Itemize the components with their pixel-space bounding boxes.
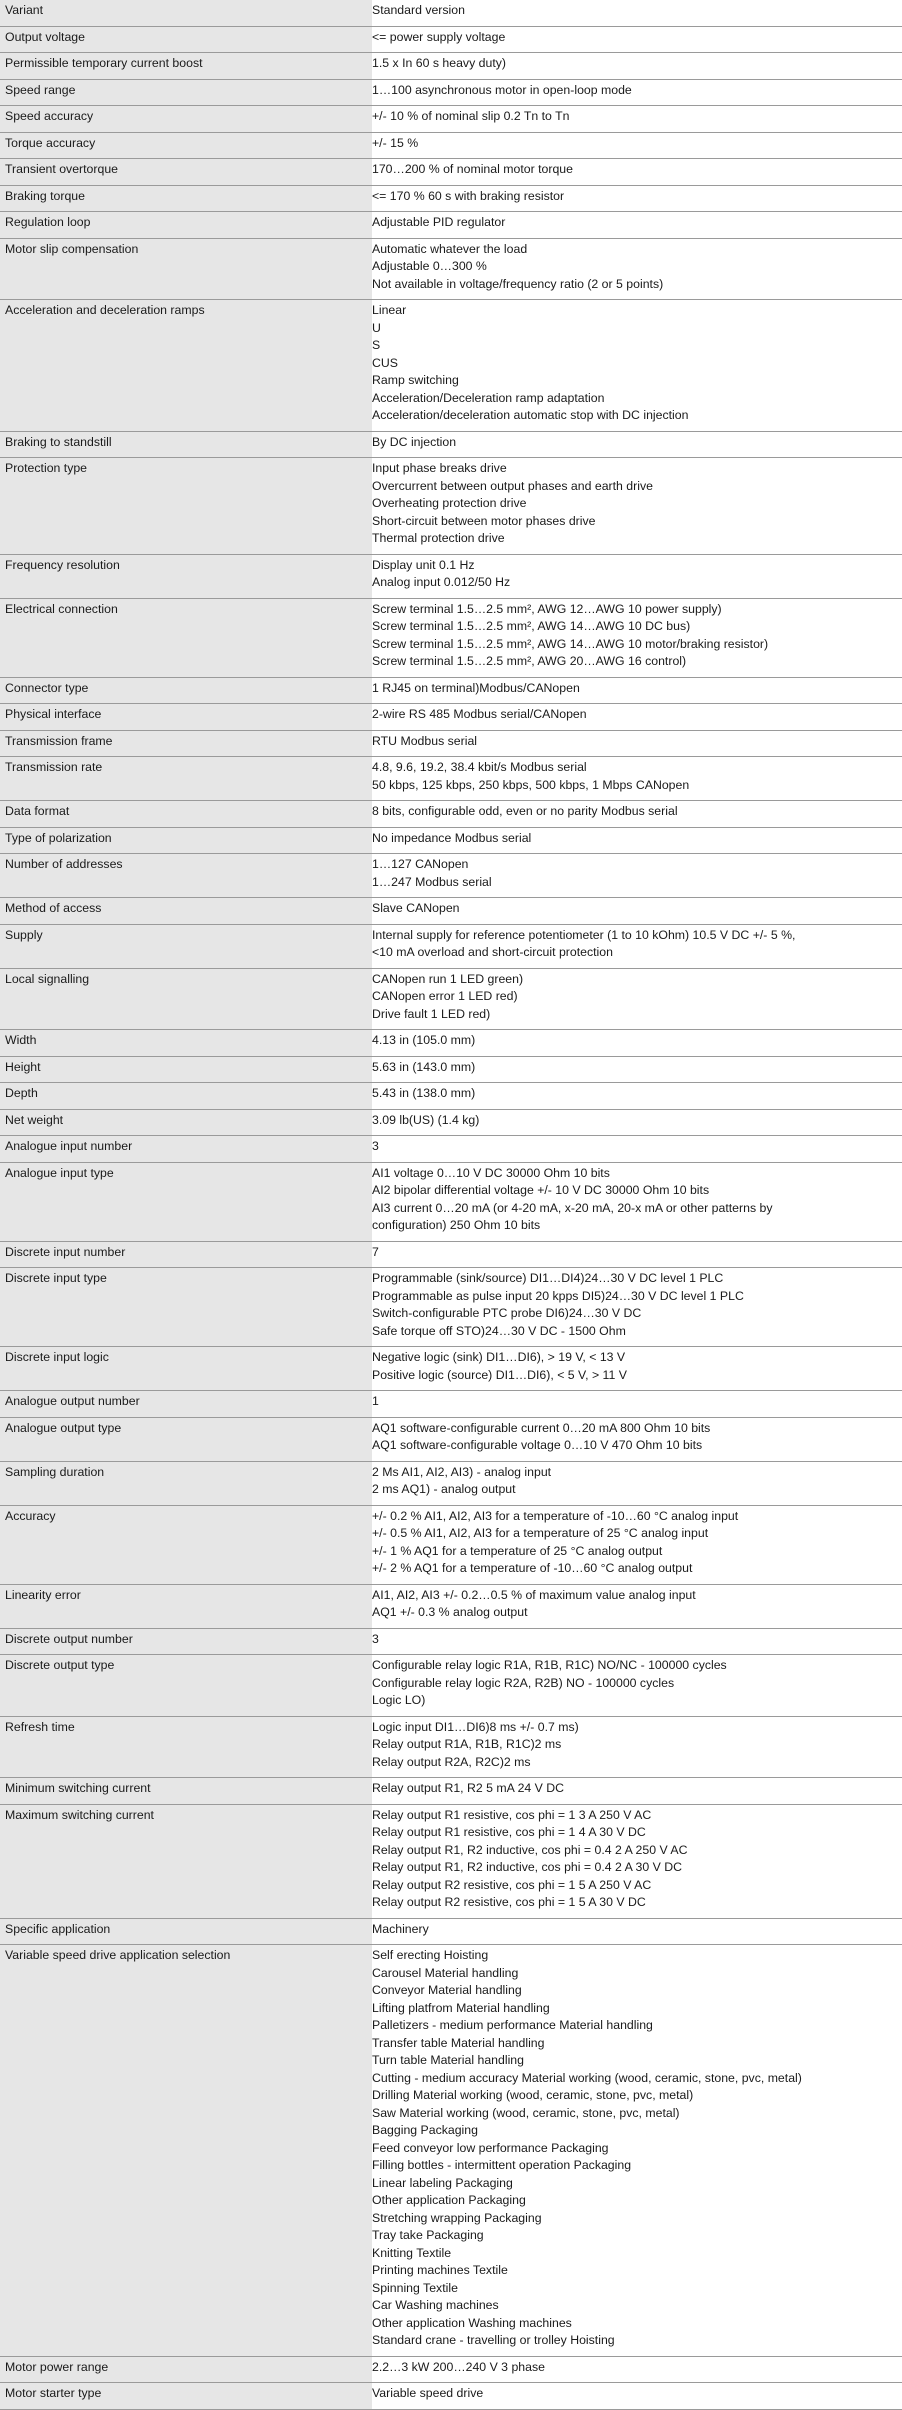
spec-value-line: 1	[372, 1394, 379, 1408]
spec-value-line: Relay output R2A, R2C)2 ms	[372, 1754, 531, 1769]
spec-value-line: AI2 bipolar differential voltage +/- 10 V DC 30000 Ohm 10 bits	[372, 1183, 710, 1197]
spec-row	[0, 801, 902, 828]
spec-label: Output voltage	[0, 26, 372, 53]
spec-value-line: Transfer table Material handling	[372, 2035, 545, 2050]
spec-value	[372, 300, 902, 432]
spec-value	[372, 1716, 902, 1778]
spec-value-line: Tray take Packaging	[372, 2228, 484, 2242]
spec-row	[0, 1241, 902, 1268]
spec-value-line: CANopen run 1 LED green)	[372, 971, 524, 986]
spec-row	[0, 185, 902, 212]
spec-value-line: Short-circuit between motor phases drive	[372, 513, 596, 528]
spec-value-line: Relay output R1 resistive, cos phi = 1 3 A 250 V AC	[372, 1807, 652, 1822]
spec-value-line: Relay output R2 resistive, cos phi = 1 5 A 30 V DC	[372, 1895, 646, 1909]
spec-label: Braking to standstill	[0, 431, 372, 458]
spec-label: Maximum switching current	[0, 1804, 372, 1918]
spec-value	[372, 854, 902, 898]
spec-value-line: Relay output R1 resistive, cos phi = 1 4 A 30 V DC	[372, 1825, 646, 1839]
spec-label: Discrete input type	[0, 1268, 372, 1347]
spec-label: Number of addresses	[0, 854, 372, 898]
spec-row	[0, 1628, 902, 1655]
spec-row	[0, 1778, 902, 1805]
spec-value-line: Knitting Textile	[372, 2245, 452, 2260]
spec-value-line: 1 RJ45 on terminal)Modbus/CANopen	[372, 680, 580, 695]
spec-row	[0, 1918, 902, 1945]
spec-label: Variant	[0, 0, 372, 26]
spec-value-line: 170…200 % of nominal motor torque	[372, 162, 573, 176]
spec-value-line: 2 Ms AI1, AI2, AI3) - analog input	[372, 1464, 552, 1479]
spec-value-line: 3	[372, 1139, 379, 1153]
spec-value-line: AI1, AI2, AI3 +/- 0.2…0.5 % of maximum value analog input	[372, 1587, 696, 1602]
spec-label: Minimum switching current	[0, 1778, 372, 1805]
spec-value-line: Other application Washing machines	[372, 2315, 572, 2330]
spec-label: Analogue input type	[0, 1162, 372, 1241]
spec-value-line: Slave CANopen	[372, 901, 460, 915]
spec-value	[372, 2356, 902, 2383]
spec-value-line: Turn table Material handling	[372, 2053, 524, 2067]
spec-value	[372, 554, 902, 598]
spec-value-line: Saw Material working (wood, ceramic, stone, pvc, metal)	[372, 2105, 680, 2120]
spec-value	[372, 1162, 902, 1241]
spec-value-line: Negative logic (sink) DI1…DI6), > 19 V, < 13 V	[372, 1350, 626, 1364]
spec-value-line: Input phase breaks drive	[372, 461, 507, 475]
spec-value-line: Internal supply for reference potentiometer (1 to 10 kOhm) 10.5 V DC +/- 5 %,	[372, 927, 796, 942]
spec-label: Protection type	[0, 458, 372, 555]
spec-label: Motor starter type	[0, 2383, 372, 2410]
spec-label: Supply	[0, 924, 372, 968]
spec-label: Braking torque	[0, 185, 372, 212]
spec-value	[372, 1655, 902, 1717]
spec-value-line: 1…247 Modbus serial	[372, 874, 492, 889]
spec-value-line: Positive logic (source) DI1…DI6), < 5 V, > 11 V	[372, 1367, 627, 1382]
spec-label: Local signalling	[0, 968, 372, 1030]
spec-value-line: 1…127 CANopen	[372, 857, 469, 871]
spec-label: Data format	[0, 801, 372, 828]
spec-label: Sampling duration	[0, 1461, 372, 1505]
spec-value-line: Drive fault 1 LED red)	[372, 1006, 491, 1021]
spec-label: Connector type	[0, 677, 372, 704]
spec-value	[372, 598, 902, 677]
spec-row	[0, 132, 902, 159]
spec-value	[372, 212, 902, 239]
spec-row	[0, 1030, 902, 1057]
spec-value-line: U	[372, 320, 381, 335]
spec-label: Method of access	[0, 898, 372, 925]
spec-value-line: By DC injection	[372, 434, 457, 449]
spec-value	[372, 0, 902, 26]
spec-value	[372, 238, 902, 300]
spec-label: Regulation loop	[0, 212, 372, 239]
spec-row	[0, 1945, 902, 2357]
spec-value-line: AI1 voltage 0…10 V DC 30000 Ohm 10 bits	[372, 1165, 610, 1180]
spec-value	[372, 79, 902, 106]
spec-label: Discrete output number	[0, 1628, 372, 1655]
spec-value	[372, 1030, 902, 1057]
spec-value-line: Ramp switching	[372, 373, 459, 387]
spec-row	[0, 677, 902, 704]
spec-value-line: Overcurrent between output phases and earth drive	[372, 478, 653, 493]
spec-value	[372, 1804, 902, 1918]
spec-value-line: Not available in voltage/frequency ratio (2 or 5 points)	[372, 276, 664, 291]
spec-value-line: Relay output R2 resistive, cos phi = 1 5 A 250 V AC	[372, 1877, 652, 1892]
spec-value	[372, 159, 902, 186]
spec-value	[372, 1505, 902, 1584]
spec-value-line: Self erecting Hoisting	[372, 1948, 489, 1962]
spec-row	[0, 1268, 902, 1347]
spec-value-line: Acceleration/deceleration automatic stop with DC injection	[372, 408, 689, 422]
spec-value	[372, 1268, 902, 1347]
spec-value-line: Feed conveyor low performance Packaging	[372, 2140, 609, 2155]
spec-value	[372, 1391, 902, 1418]
spec-value-line: 4.8, 9.6, 19.2, 38.4 kbit/s Modbus serial	[372, 760, 587, 774]
spec-label: Discrete input logic	[0, 1347, 372, 1391]
spec-value-line: RTU Modbus serial	[372, 733, 478, 748]
spec-value	[372, 1109, 902, 1136]
spec-value	[372, 1945, 902, 2357]
spec-value	[372, 106, 902, 133]
spec-label: Frequency resolution	[0, 554, 372, 598]
spec-label: Transmission frame	[0, 730, 372, 757]
spec-value	[372, 1347, 902, 1391]
spec-label: Transient overtorque	[0, 159, 372, 186]
spec-value-line: 1…100 asynchronous motor in open-loop mode	[372, 82, 632, 97]
spec-value-line: 1.5 x In 60 s heavy duty)	[372, 56, 506, 70]
spec-value-line: 7	[372, 1244, 379, 1259]
spec-value-line: Filling bottles - intermittent operation Packaging	[372, 2158, 632, 2172]
spec-row	[0, 1109, 902, 1136]
spec-row	[0, 598, 902, 677]
spec-label: Type of polarization	[0, 827, 372, 854]
spec-value-line: Carousel Material handling	[372, 1965, 519, 1980]
spec-value	[372, 677, 902, 704]
spec-value-line: Logic input DI1…DI6)8 ms +/- 0.7 ms)	[372, 1719, 579, 1734]
spec-row	[0, 1136, 902, 1163]
spec-value-line: No impedance Modbus serial	[372, 830, 532, 845]
spec-value-line: Configurable relay logic R1A, R1B, R1C) NO/NC - 100000 cycles	[372, 1658, 727, 1672]
spec-value-line: Drilling Material working (wood, ceramic, stone, pvc, metal)	[372, 2088, 694, 2102]
spec-value-line: Car Washing machines	[372, 2298, 499, 2312]
spec-value-line: Adjustable 0…300 %	[372, 259, 487, 273]
spec-row	[0, 159, 902, 186]
spec-row	[0, 854, 902, 898]
spec-row	[0, 238, 902, 300]
spec-value-line: 2-wire RS 485 Modbus serial/CANopen	[372, 707, 587, 721]
spec-value-line: 4.13 in (105.0 mm)	[372, 1033, 476, 1047]
spec-label: Torque accuracy	[0, 132, 372, 159]
spec-value-line: 2 ms AQ1) - analog output	[372, 1482, 516, 1496]
spec-value-line: +/- 2 % AQ1 for a temperature of -10…60 °C analog output	[372, 1561, 693, 1575]
spec-value-line: Screw terminal 1.5…2.5 mm², AWG 12…AWG 10 power supply)	[372, 601, 722, 616]
spec-value-line: Adjustable PID regulator	[372, 215, 506, 229]
spec-row	[0, 0, 902, 26]
spec-value-line: AQ1 software-configurable voltage 0…10 V 470 Ohm 10 bits	[372, 1438, 703, 1452]
spec-value-line: Switch-configurable PTC probe DI6)24…30 V DC	[372, 1306, 642, 1320]
spec-value	[372, 2383, 902, 2410]
spec-value	[372, 458, 902, 555]
spec-value	[372, 1083, 902, 1110]
spec-label: Accuracy	[0, 1505, 372, 1584]
spec-value-line: CUS	[372, 355, 398, 370]
spec-value-line: Acceleration/Deceleration ramp adaptation	[372, 390, 605, 405]
spec-value-line: 5.63 in (143.0 mm)	[372, 1059, 476, 1074]
spec-value	[372, 1417, 902, 1461]
spec-value-line: <= 170 % 60 s with braking resistor	[372, 188, 565, 203]
spec-label: Motor slip compensation	[0, 238, 372, 300]
spec-value	[372, 968, 902, 1030]
spec-value	[372, 1584, 902, 1628]
spec-value	[372, 1778, 902, 1805]
spec-row	[0, 924, 902, 968]
spec-value-line: 5.43 in (138.0 mm)	[372, 1086, 476, 1100]
spec-value-line: Palletizers - medium performance Material handling	[372, 2018, 653, 2032]
spec-row	[0, 2356, 902, 2383]
spec-label: Speed accuracy	[0, 106, 372, 133]
spec-label: Electrical connection	[0, 598, 372, 677]
spec-value-line: Conveyor Material handling	[372, 1983, 522, 1997]
spec-value-line: Programmable as pulse input 20 kpps DI5)24…30 V DC level 1 PLC	[372, 1288, 744, 1303]
spec-row	[0, 730, 902, 757]
spec-value-line: Screw terminal 1.5…2.5 mm², AWG 14…AWG 10 motor/braking resistor)	[372, 636, 769, 651]
spec-value-line: Programmable (sink/source) DI1…DI4)24…30 V DC level 1 PLC	[372, 1271, 724, 1285]
spec-value	[372, 26, 902, 53]
spec-value-line: +/- 10 % of nominal slip 0.2 Tn to Tn	[372, 109, 570, 123]
spec-value	[372, 185, 902, 212]
spec-label: Analogue output number	[0, 1391, 372, 1418]
spec-value-line: Relay output R1A, R1B, R1C)2 ms	[372, 1737, 562, 1751]
spec-value-line: Screw terminal 1.5…2.5 mm², AWG 20…AWG 16 control)	[372, 654, 687, 668]
spec-value-line: Linear	[372, 303, 407, 317]
spec-value-line: Cutting - medium accuracy Material working (wood, ceramic, stone, pvc, metal)	[372, 2070, 802, 2085]
spec-label: Height	[0, 1056, 372, 1083]
spec-value	[372, 827, 902, 854]
spec-row	[0, 757, 902, 801]
spec-value	[372, 1461, 902, 1505]
spec-value-line: Screw terminal 1.5…2.5 mm², AWG 14…AWG 10 DC bus)	[372, 619, 691, 633]
spec-value	[372, 757, 902, 801]
spec-row	[0, 79, 902, 106]
spec-value-line: Display unit 0.1 Hz	[372, 557, 475, 572]
spec-value-line: Automatic whatever the load	[372, 241, 528, 256]
spec-value-line: configuration) 250 Ohm 10 bits	[372, 1218, 541, 1232]
spec-value-line: Relay output R1, R2 inductive, cos phi = 0.4 2 A 30 V DC	[372, 1860, 682, 1874]
spec-value-line: Relay output R1, R2 inductive, cos phi = 0.4 2 A 250 V AC	[372, 1842, 688, 1857]
spec-row	[0, 300, 902, 432]
spec-row	[0, 431, 902, 458]
spec-row	[0, 1056, 902, 1083]
spec-value-line: Logic LO)	[372, 1693, 426, 1707]
spec-value-line: 50 kbps, 125 kbps, 250 kbps, 500 kbps, 1 Mbps CANopen	[372, 777, 690, 792]
spec-value-line: Other application Packaging	[372, 2193, 526, 2207]
spec-label: Variable speed drive application selection	[0, 1945, 372, 2357]
spec-row	[0, 1083, 902, 1110]
spec-value-line: AQ1 +/- 0.3 % analog output	[372, 1605, 528, 1619]
spec-value-line: Configurable relay logic R2A, R2B) NO - 100000 cycles	[372, 1675, 675, 1690]
spec-value-line: +/- 0.5 % AI1, AI2, AI3 for a temperature of 25 °C analog input	[372, 1526, 709, 1540]
spec-value-line: Variable speed drive	[372, 2386, 484, 2400]
spec-value-line: Safe torque off STO)24…30 V DC - 1500 Ohm	[372, 1323, 626, 1338]
spec-value-line: Standard version	[372, 3, 465, 17]
spec-row	[0, 968, 902, 1030]
spec-value	[372, 1136, 902, 1163]
spec-value	[372, 704, 902, 731]
spec-value	[372, 1918, 902, 1945]
spec-row	[0, 1347, 902, 1391]
spec-row	[0, 1655, 902, 1717]
spec-label: Depth	[0, 1083, 372, 1110]
spec-value-line: Thermal protection drive	[372, 531, 505, 545]
spec-value-line: 3	[372, 1631, 379, 1646]
spec-value	[372, 801, 902, 828]
spec-label: Transmission rate	[0, 757, 372, 801]
spec-label: Refresh time	[0, 1716, 372, 1778]
spec-value-line: Printing machines Textile	[372, 2263, 508, 2277]
spec-value-line: +/- 0.2 % AI1, AI2, AI3 for a temperature of -10…60 °C analog input	[372, 1508, 739, 1523]
spec-row	[0, 1804, 902, 1918]
spec-value	[372, 132, 902, 159]
spec-label: Net weight	[0, 1109, 372, 1136]
spec-row	[0, 1162, 902, 1241]
spec-value	[372, 53, 902, 80]
spec-value-line: S	[372, 338, 381, 352]
spec-value-line: 3.09 lb(US) (1.4 kg)	[372, 1112, 480, 1127]
spec-row	[0, 1584, 902, 1628]
spec-value-line: Relay output R1, R2 5 mA 24 V DC	[372, 1781, 565, 1795]
spec-label: Discrete input number	[0, 1241, 372, 1268]
spec-value-line: Machinery	[372, 1921, 429, 1936]
spec-label: Width	[0, 1030, 372, 1057]
spec-value-line: 2.2…3 kW 200…240 V 3 phase	[372, 2359, 545, 2374]
spec-row	[0, 1391, 902, 1418]
spec-value-line: Bagging Packaging	[372, 2123, 478, 2137]
spec-label: Analogue output type	[0, 1417, 372, 1461]
spec-value	[372, 1056, 902, 1083]
spec-row	[0, 458, 902, 555]
spec-label: Permissible temporary current boost	[0, 53, 372, 80]
spec-label: Linearity error	[0, 1584, 372, 1628]
spec-value-line: Spinning Textile	[372, 2280, 458, 2295]
spec-label: Physical interface	[0, 704, 372, 731]
spec-value-line: CANopen error 1 LED red)	[372, 989, 518, 1003]
spec-row	[0, 53, 902, 80]
spec-row	[0, 704, 902, 731]
spec-row	[0, 898, 902, 925]
spec-value	[372, 924, 902, 968]
spec-row	[0, 1505, 902, 1584]
spec-label: Speed range	[0, 79, 372, 106]
spec-label: Acceleration and deceleration ramps	[0, 300, 372, 432]
spec-value	[372, 1241, 902, 1268]
spec-value-line: Overheating protection drive	[372, 496, 527, 510]
spec-label: Discrete output type	[0, 1655, 372, 1717]
spec-row	[0, 106, 902, 133]
spec-value-line: AI3 current 0…20 mA (or 4-20 mA, x-20 mA, 20-x mA or other patterns by	[372, 1200, 773, 1215]
spec-value	[372, 1628, 902, 1655]
spec-value-line: Lifting platfrom Material handling	[372, 2000, 550, 2015]
spec-row	[0, 554, 902, 598]
spec-value-line: Standard crane - travelling or trolley Hoisting	[372, 2333, 615, 2347]
spec-value-line: 8 bits, configurable odd, even or no parity Modbus serial	[372, 804, 678, 818]
spec-value-line: Linear labeling Packaging	[372, 2175, 513, 2190]
spec-row	[0, 26, 902, 53]
spec-value	[372, 898, 902, 925]
spec-row	[0, 827, 902, 854]
spec-value-line: Analog input 0.012/50 Hz	[372, 575, 511, 589]
spec-row	[0, 1716, 902, 1778]
spec-value-line: +/- 15 %	[372, 135, 419, 150]
spec-row	[0, 1417, 902, 1461]
spec-value-line: +/- 1 % AQ1 for a temperature of 25 °C analog output	[372, 1543, 663, 1558]
spec-value-line: <= power supply voltage	[372, 29, 506, 44]
spec-row	[0, 2383, 902, 2410]
spec-value-line: AQ1 software-configurable current 0…20 mA 800 Ohm 10 bits	[372, 1420, 711, 1435]
spec-label: Analogue input number	[0, 1136, 372, 1163]
spec-value-line: <10 mA overload and short-circuit protection	[372, 945, 613, 959]
spec-row	[0, 1461, 902, 1505]
spec-label: Motor power range	[0, 2356, 372, 2383]
spec-value	[372, 431, 902, 458]
spec-value	[372, 730, 902, 757]
spec-value-line: Stretching wrapping Packaging	[372, 2210, 542, 2225]
spec-row	[0, 212, 902, 239]
spec-label: Specific application	[0, 1918, 372, 1945]
